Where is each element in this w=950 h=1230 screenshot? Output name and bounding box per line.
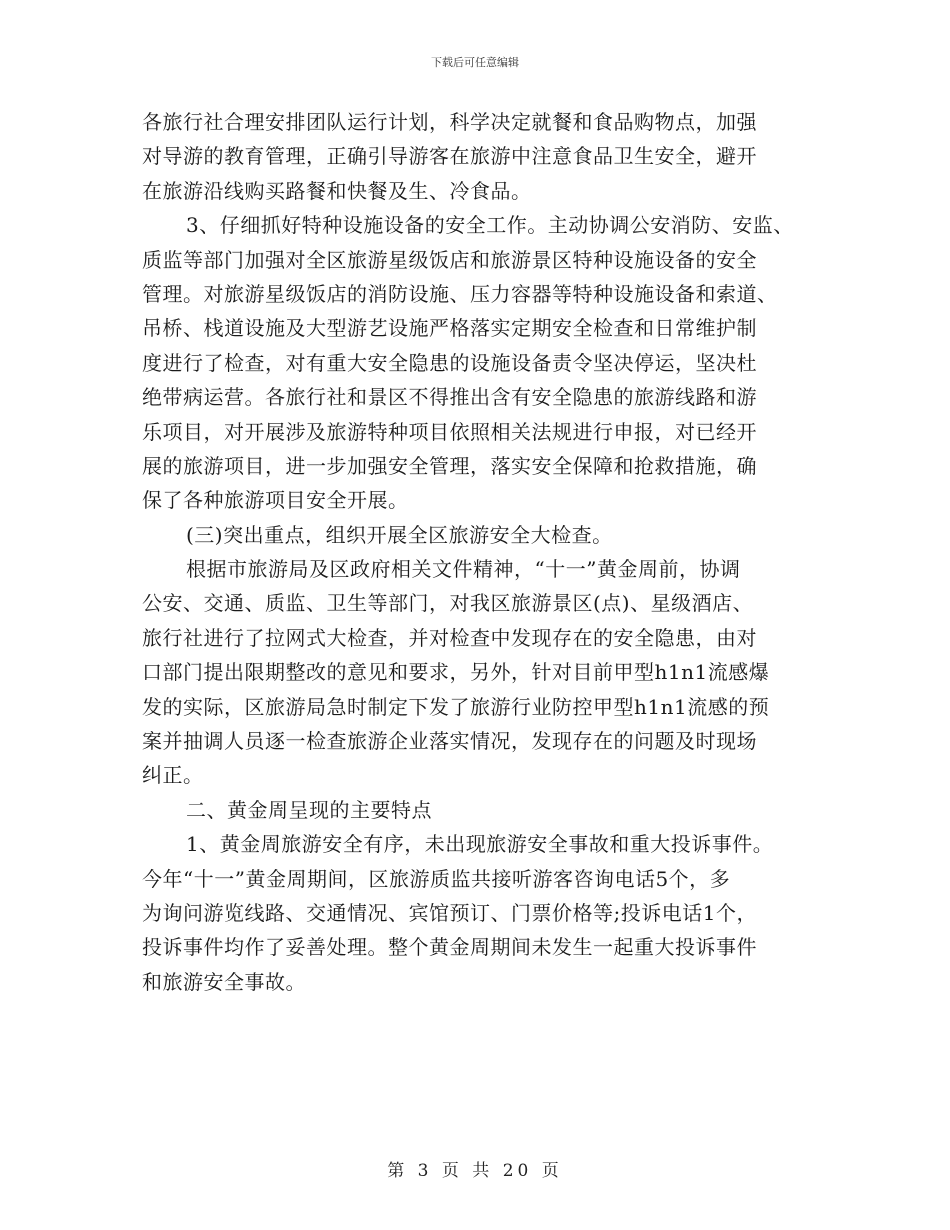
text-line: 对导游的教育管理，正确引导游客在旅游中注意食品卫生安全，避开 [142,144,757,169]
text-line: 为询问游览线路、交通情况、宾馆预订、门票价格等;投诉电话1个， [142,900,757,925]
text-line: 公安、交通、质监、卫生等部门，对我区旅游景区(点)、星级酒店、 [142,591,754,616]
text-line: 度进行了检查，对有重大安全隐患的设施设备责令坚决停运，坚决杜 [142,350,757,375]
text-line: 绝带病运营。各旅行社和景区不得推出含有安全隐患的旅游线路和游 [142,385,757,410]
text-line: 旅行社进行了拉网式大检查，并对检查中发现存在的安全隐患，由对 [142,625,757,650]
text-line: 二、黄金周呈现的主要特点 [186,797,432,822]
document-body [142,105,822,999]
text-line: 今年“十一”黄金周期间，区旅游质监共接听游客咨询电话5个，多 [142,866,731,891]
page-footer: 第 3 页 共 20 页 [387,1161,563,1181]
text-line: 口部门提出限期整改的意见和要求，另外，针对目前甲型h1n1流感爆 [142,660,770,685]
text-line: (三)突出重点，组织开展全区旅游安全大检查。 [186,522,613,547]
text-line: 1、黄金周旅游安全有序，未出现旅游安全事故和重大投诉事件。 [186,832,774,857]
text-line: 案并抽调人员逐一检查旅游企业落实情况，发现存在的问题及时现场 [142,729,757,754]
text-line: 投诉事件均作了妥善处理。整个黄金周期间未发生一起重大投诉事件 [142,935,757,960]
text-line: 各旅行社合理安排团队运行计划，科学决定就餐和食品购物点，加强 [142,110,757,134]
text-line: 质监等部门加强对全区旅游星级饭店和旅游景区特种设施设备的安全 [142,247,757,272]
text-line: 展的旅游项目，进一步加强安全管理，落实安全保障和抢救措施，确 [142,453,757,478]
text-line: 和旅游安全事故。 [142,969,306,994]
text-line: 吊桥、栈道设施及大型游艺设施严格落实定期安全检查和日常维护制 [142,316,757,341]
text-line: 管理。对旅游星级饭店的消防设施、压力容器等特种设施设备和索道、 [142,281,778,306]
text-line: 根据市旅游局及区政府相关文件精神，“十一”黄金周前，协调 [186,557,741,582]
text-line: 纠正。 [142,763,204,788]
text-line: 在旅游沿线购买路餐和快餐及生、冷食品。 [142,178,532,203]
text-line: 乐项目，对开展涉及旅游特种项目依照相关法规进行申报，对已经开 [142,419,757,444]
page-header: 下载后可任意编辑 [431,56,519,69]
text-line: 发的实际，区旅游局急时制定下发了旅游行业防控甲型h1n1流感的预 [142,694,770,719]
text-line: 保了各种旅游项目安全开展。 [142,488,409,513]
text-line: 3、仔细抓好特种设施设备的安全工作。主动协调公安消防、安监、 [186,213,794,238]
